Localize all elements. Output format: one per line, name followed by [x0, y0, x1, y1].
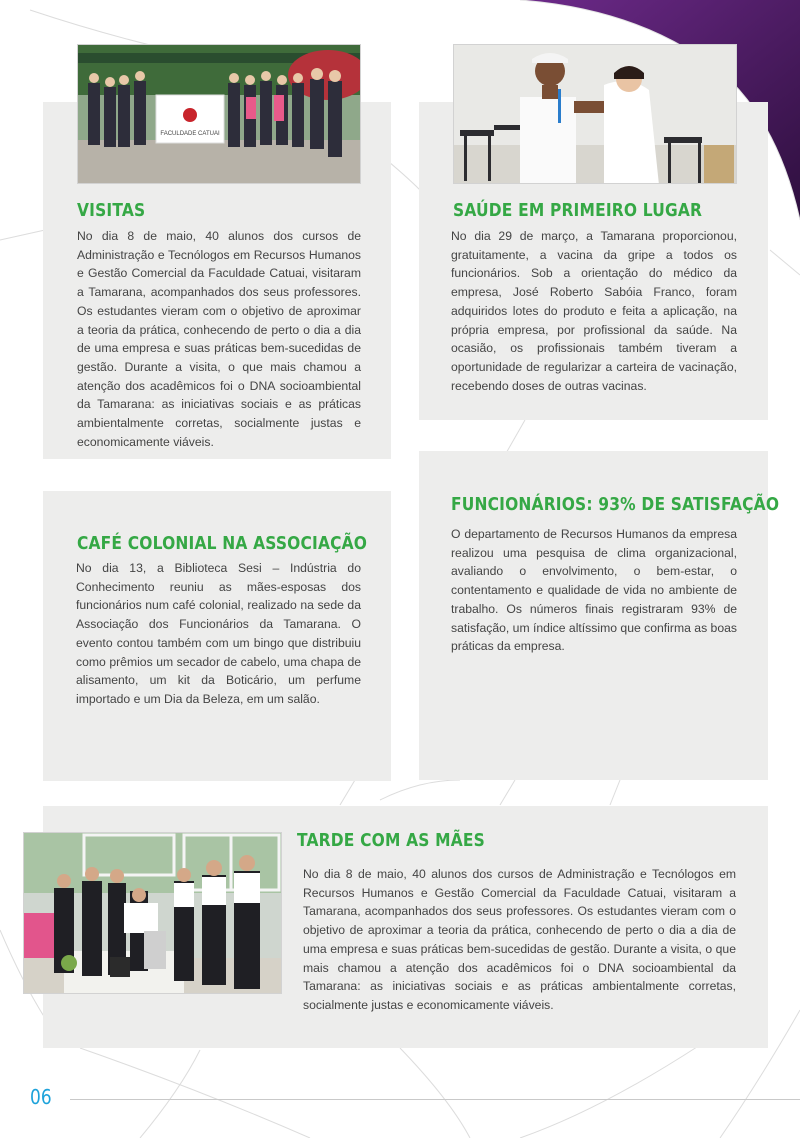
body-visitas: No dia 8 de maio, 40 alunos dos cursos de Administração e Tecnólogos em Recursos Humanos e Gestão Comercial da Faculdade Catuai, visitaram a Tamarana, acompanhados dos seus professores. Os estudantes vieram com o objetivo de aproximar a teoria da prática, conhecendo de perto o dia a dia de uma empresa e suas práticas bem-sucedidas de gestão. Durante a visita, o que mais chamou a atenção dos acadêmicos foi o DNA socioambiental da Tamarana: as iniciativas sociais e as práticas ambientalmente corretas, socialmente justas e economicamente viáveis.: [77, 229, 361, 449]
footer-divider: [70, 1099, 800, 1100]
title-tarde-com-as-maes: TARDE COM AS MÃES: [297, 830, 485, 851]
body-saude: No dia 29 de março, a Tamarana proporcionou, gratuitamente, a vacina da gripe a todos os funcionários. Sob a orientação do médico da empresa, José Roberto Sabóia Franco, foram adquiridos lotes do produto e feita a aplicação, na própria empresa, por profissional da saúde. Na ocasião, os profissionais também tiveram a oportunidade de regularizar a carteira de vacinação, recebendo doses de outras vacinas.: [451, 229, 737, 393]
photo-vacinacao: [453, 44, 737, 184]
photo-tarde-com-as-maes: [23, 832, 282, 994]
banner-faculdade-catuai: FACULDADE CATUAI: [160, 131, 220, 137]
body-funcionarios: O departamento de Recursos Humanos da empresa realizou uma pesquisa de clima organizacional, avaliando o envolvimento, o bem-estar, o contentamento e qualidade de vida no ambiente de trabalho. Os números finais registraram 93% de satisfação, um índice altíssimo que confirma as boas práticas da empresa.: [451, 527, 737, 654]
page-number: 06: [30, 1085, 52, 1109]
body-cafe-colonial: No dia 13, a Biblioteca Sesi – Indústria do Conhecimento reuniu as mães-esposas dos funcionários num café colonial, realizado na sede da Associação dos Funcionários da Tamarana. O evento contou também com um bingo que distribuiu como prêmios um secador de cabelo, uma chapa de alisamento, um kit da Boticário, um perfume importado e um Dia da Beleza, em um salão.: [76, 561, 361, 706]
body-tarde-com-as-maes: No dia 8 de maio, 40 alunos dos cursos de Administração e Tecnólogos em Recursos Humanos e Gestão Comercial da Faculdade Catuai, visitaram a Tamarana, acompanhados dos seus professores. Os estudantes vieram com o objetivo de aproximar a teoria da prática, conhecendo de perto o dia a dia de uma empresa e suas práticas bem-sucedidas de gestão. Durante a visita, o que mais chamou a atenção dos acadêmicos foi o DNA socioambiental da Tamarana: as iniciativas sociais e as práticas ambientalmente corretas, socialmente justas e economicamente viáveis.: [303, 867, 736, 1012]
title-funcionarios: FUNCIONÁRIOS: 93% DE SATISFAÇÃO: [451, 494, 780, 515]
title-saude: SAÚDE EM PRIMEIRO LUGAR: [453, 200, 703, 221]
photo-visitas-group: [77, 44, 361, 184]
title-cafe-colonial: CAFÉ COLONIAL NA ASSOCIAÇÃO: [77, 533, 368, 554]
title-visitas: VISITAS: [77, 200, 146, 221]
